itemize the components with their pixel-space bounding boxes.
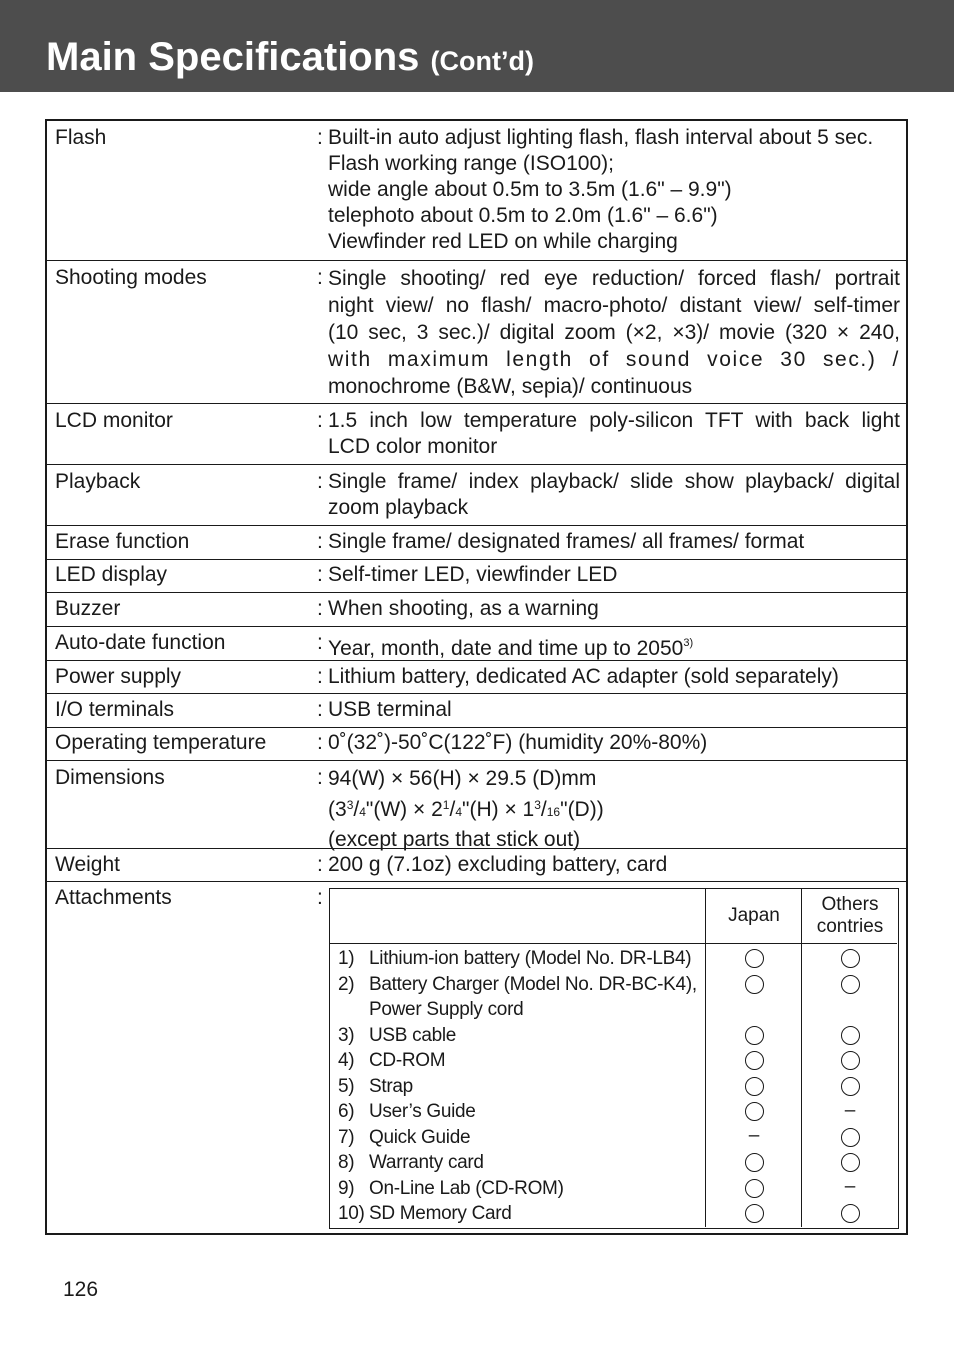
spec-label: LCD monitor [55, 409, 173, 432]
attachments-table [329, 888, 899, 1229]
fraction-numerator: 3 [534, 798, 541, 812]
included-circle-icon [745, 1204, 764, 1223]
colon: : [317, 631, 323, 654]
colon: : [317, 766, 323, 789]
included-circle-icon [745, 1051, 764, 1070]
item-number: 3) [338, 1024, 355, 1046]
value-line: 1.5 inch low temperature poly-silicon TFT with back light [328, 409, 900, 432]
attachment-item [338, 1023, 456, 1049]
value-line: telephoto about 0.5m to 2.0m (1.6" – 6.6") [328, 204, 718, 227]
colon: : [317, 470, 323, 493]
spec-label: Shooting modes [55, 266, 207, 289]
item-number: 7) [338, 1126, 355, 1148]
spec-value: 200 g (7.1oz) excluding battery, card [328, 853, 668, 876]
spec-row-dimensions [47, 760, 906, 851]
colon: : [317, 563, 323, 586]
spec-row-attachments [47, 881, 906, 1233]
value-line: Single frame/ index playback/ slide show playback/ digital [328, 470, 900, 493]
spec-row-io-terminals [47, 693, 906, 727]
spec-value: Lithium battery, dedicated AC adapter (sold separately) [328, 665, 839, 688]
colon: : [317, 126, 323, 149]
not-included-mark: – [844, 1176, 856, 1198]
item-number: 10) [338, 1203, 365, 1224]
dim-text: "(W) × 2 [365, 798, 443, 821]
spec-label: Flash [55, 126, 107, 149]
colon: : [317, 853, 323, 876]
value-line: monochrome (B&W, sepia)/ continuous [328, 375, 693, 398]
item-number: 1) [338, 948, 355, 969]
spec-row-erase-function [47, 525, 906, 559]
value-line: Built-in auto adjust lighting flash, flash interval about 5 sec. [328, 126, 874, 149]
spec-value [328, 265, 900, 400]
colon: : [317, 597, 323, 620]
spec-label: Erase function [55, 530, 190, 553]
value-line: LCD color monitor [328, 435, 498, 458]
spec-label: Attachments [55, 886, 172, 909]
colon: : [317, 409, 323, 432]
spec-row-playback [47, 464, 906, 525]
spec-label: Playback [55, 470, 141, 493]
item-number: 8) [338, 1152, 355, 1173]
not-included-mark: – [748, 1125, 760, 1147]
value-line: Single shooting/ red eye reduction/ forced flash/ portrait [328, 267, 900, 290]
table-divider [801, 889, 802, 1227]
spec-value: Self-timer LED, viewfinder LED [328, 563, 618, 586]
attachment-item [338, 946, 691, 972]
spec-value: USB terminal [328, 698, 452, 721]
item-label: Power Supply cord [369, 999, 524, 1020]
included-circle-icon [841, 1204, 860, 1223]
value-line: with maximum length of sound voice 30 sec.) / [328, 348, 900, 371]
spec-row-lcd-monitor [47, 403, 906, 464]
colon: : [317, 665, 323, 688]
item-label: Lithium-ion battery (Model No. DR-LB4) [369, 948, 692, 969]
item-number: 9) [338, 1177, 355, 1199]
value-line: zoom playback [328, 496, 469, 519]
fraction-denominator: 4 [359, 805, 366, 819]
item-label: Battery Charger (Model No. DR-BC-K4), [369, 973, 697, 995]
spec-row-weight [47, 848, 906, 881]
spec-label: Dimensions [55, 766, 165, 789]
table-divider [330, 943, 897, 944]
attachment-item [338, 1099, 476, 1125]
item-label: CD-ROM [369, 1050, 446, 1071]
table-divider [705, 889, 706, 1227]
spec-row-buzzer [47, 592, 906, 626]
fraction-numerator: 3 [346, 798, 354, 812]
spec-value [328, 765, 900, 853]
colon: : [317, 731, 323, 754]
spec-value [328, 469, 900, 521]
colon: : [317, 266, 323, 289]
included-circle-icon [841, 949, 860, 968]
spec-label: I/O terminals [55, 698, 175, 721]
spec-label: Weight [55, 853, 120, 876]
footnote-marker: 3) [683, 637, 694, 649]
spec-row-operating-temperature [47, 727, 906, 760]
value-line: night view/ no flash/ macro-photo/ distant view/ self-timer [328, 294, 900, 317]
spec-label: Power supply [55, 665, 182, 688]
item-label: Warranty card [369, 1152, 484, 1173]
fraction-numerator: 1 [442, 798, 450, 812]
header-line: contries [816, 916, 884, 937]
spec-value: When shooting, as a warning [328, 597, 599, 620]
spec-value [328, 408, 900, 460]
item-label: User’s Guide [369, 1101, 476, 1122]
item-label: Strap [369, 1075, 413, 1097]
attachment-item [338, 1201, 512, 1227]
spec-label: Auto-date function [55, 631, 226, 654]
item-label: Quick Guide [369, 1126, 471, 1148]
item-label: SD Memory Card [369, 1203, 512, 1224]
item-number: 4) [338, 1050, 355, 1071]
fraction-denominator: 16 [546, 805, 561, 819]
title-main: Main Specifications [46, 35, 420, 79]
included-circle-icon [841, 1077, 860, 1096]
value-line: (except parts that stick out) [328, 828, 581, 851]
header-line: Others [821, 894, 879, 915]
value-text: Year, month, date and time up to 2050 [328, 637, 684, 660]
colon: : [317, 530, 323, 553]
colon: : [317, 886, 323, 909]
item-number: 2) [338, 973, 355, 995]
value-line: wide angle about 0.5m to 3.5m (1.6" – 9.9") [328, 178, 732, 201]
included-circle-icon [745, 1179, 764, 1198]
included-circle-icon [841, 975, 860, 994]
value-line-imperial: ($3^3/4"(W)$ × $2^1/4"(H)$ × $1^3/16"(D)$) [328, 798, 604, 821]
dim-text: "(D)) [560, 798, 604, 821]
page-title [46, 34, 534, 84]
attachment-item [338, 1074, 413, 1100]
not-included-mark: – [844, 1099, 856, 1121]
spec-value [328, 125, 900, 255]
value-line: 94(W) × 56(H) × 29.5 (D)mm [328, 767, 597, 790]
spec-row-led-display [47, 559, 906, 592]
included-circle-icon [745, 1077, 764, 1096]
included-circle-icon [841, 1128, 860, 1147]
dim-text: "(H) × 1 [462, 798, 535, 821]
spec-value: Single frame/ designated frames/ all frames/ format [328, 530, 805, 553]
item-number: 5) [338, 1075, 355, 1097]
item-number: 6) [338, 1101, 355, 1122]
included-circle-icon [841, 1051, 860, 1070]
included-circle-icon [745, 1102, 764, 1121]
item-label: USB cable [369, 1024, 457, 1046]
attachment-item [338, 1150, 484, 1176]
spec-value [328, 630, 900, 662]
spec-label: Buzzer [55, 597, 121, 620]
included-circle-icon [841, 1153, 860, 1172]
attachment-item [338, 1048, 445, 1074]
page-number: 126 [63, 1278, 99, 1301]
included-circle-icon [841, 1026, 860, 1045]
title-continued: (Cont’d) [430, 46, 534, 76]
value-line: Viewfinder red LED on while charging [328, 230, 678, 253]
spec-row-auto-date [47, 626, 906, 660]
colon: : [317, 698, 323, 721]
spec-label: LED display [55, 563, 168, 586]
header-bar [0, 0, 954, 92]
included-circle-icon [745, 949, 764, 968]
column-header-japan: Japan [728, 905, 780, 926]
attachment-item [338, 972, 697, 1023]
column-header-others [803, 894, 897, 938]
spec-row-power-supply [47, 660, 906, 693]
specifications-table [45, 119, 908, 1235]
included-circle-icon [745, 1153, 764, 1172]
included-circle-icon [745, 1026, 764, 1045]
attachment-item [338, 1125, 470, 1151]
item-label: On-Line Lab (CD-ROM) [369, 1177, 564, 1199]
value-line: Flash working range (ISO100); [328, 152, 614, 175]
value-line: (10 sec, 3 sec.)/ digital zoom (×2, ×3)/ movie (320 × 240, [328, 321, 900, 344]
spec-label: Operating temperature [55, 731, 267, 754]
included-circle-icon [745, 975, 764, 994]
spec-value: 0˚(32˚)-50˚C(122˚F) (humidity 20%-80%) [328, 731, 708, 754]
spec-row-flash [47, 121, 906, 260]
dim-text: (3 [328, 798, 347, 821]
fraction-denominator: 4 [455, 805, 462, 819]
spec-row-shooting-modes [47, 260, 906, 403]
attachment-item [338, 1176, 564, 1202]
